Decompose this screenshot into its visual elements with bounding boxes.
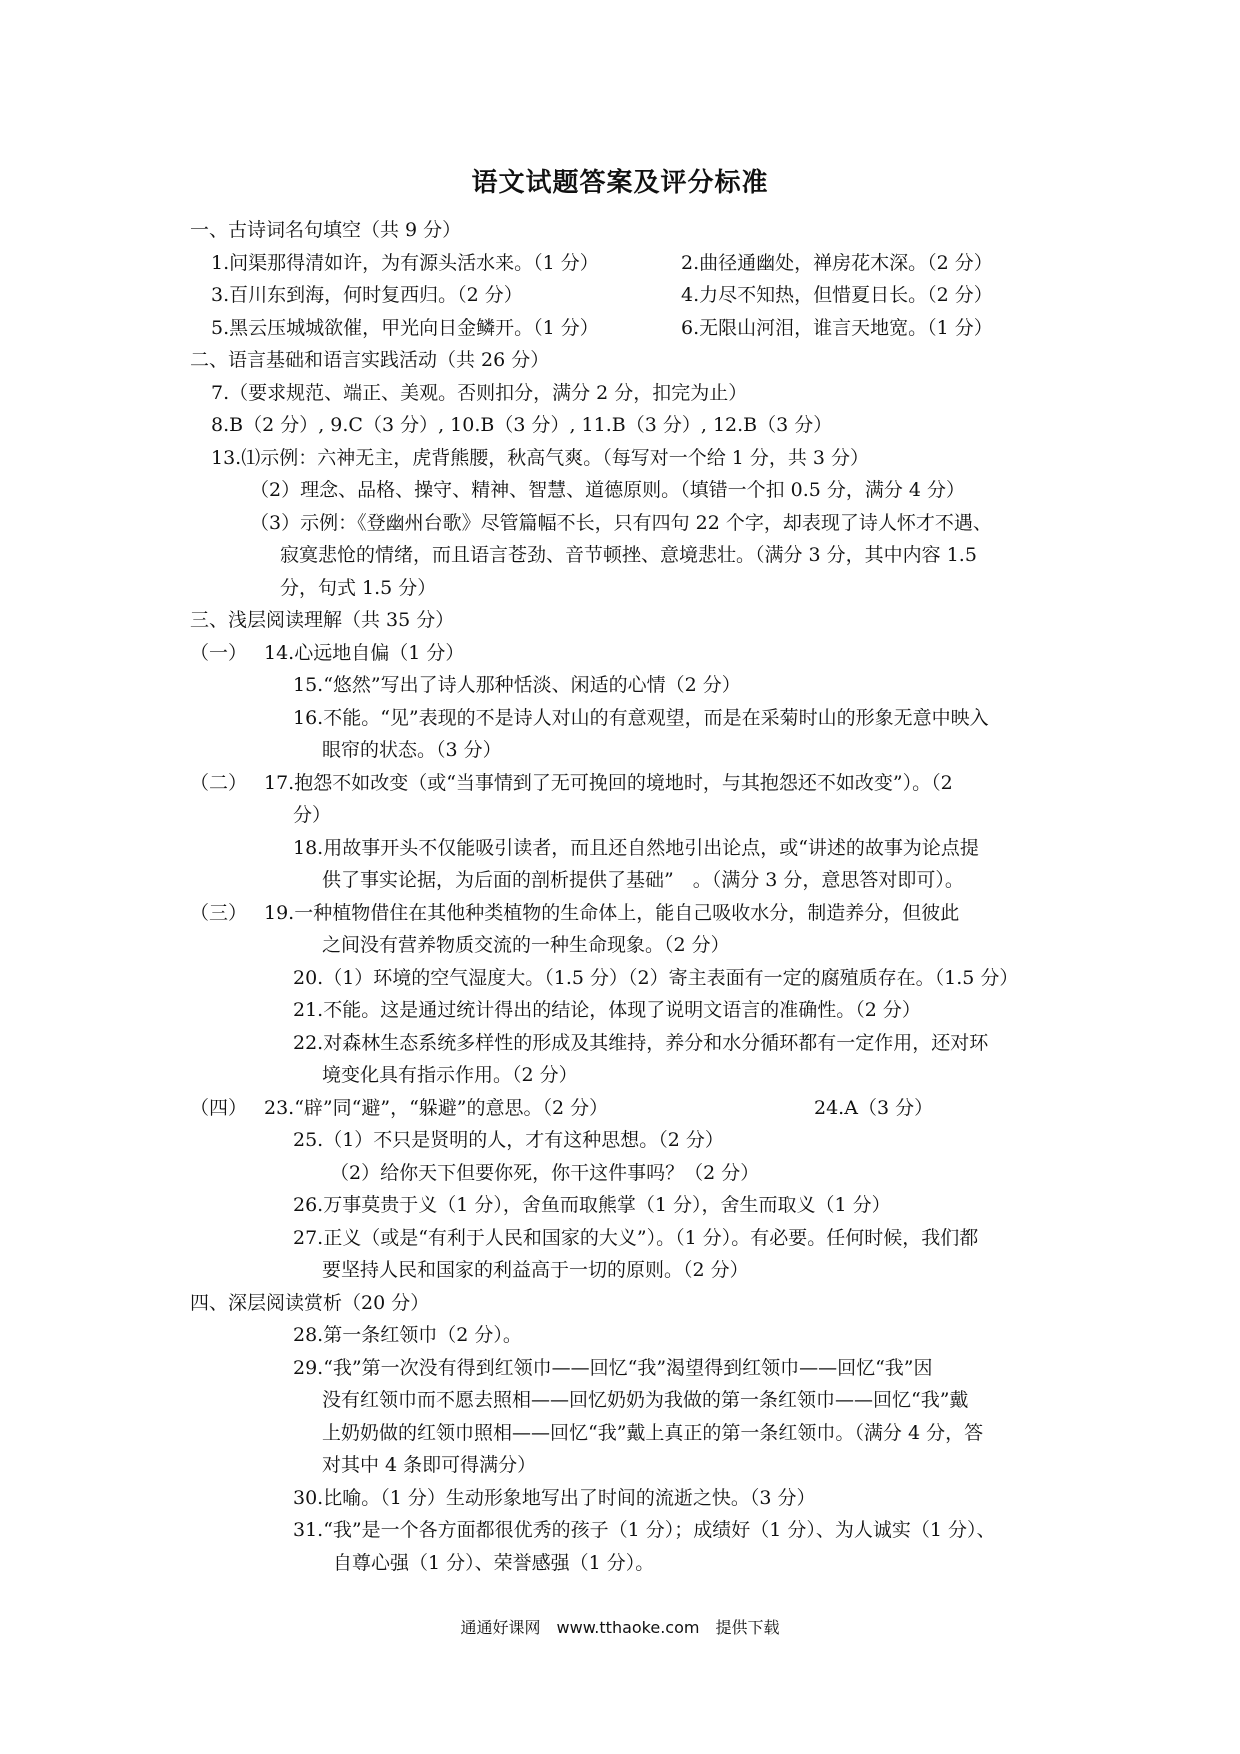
answer-item: 自尊心强（1 分）、荣誉感强（1 分）。 [333,1551,655,1574]
answer-item: 3.百川东到海，何时复西归。（2 分） [211,284,523,306]
answer-item: 20.（1）环境的空气湿度大。（1.5 分）（2）寄主表面有一定的腐殖质存在。（1.5 分） [293,966,1019,989]
answer-item: （2）理念、品格、操守、精神、智慧、道德原则。（填错一个扣 0.5 分，满分 4 分） [250,479,966,501]
answer-item: 24.A（3 分） [814,1096,934,1119]
answer-item: 25.（1）不只是贤明的人，才有这种思想。（2 分） [293,1129,724,1151]
answer-item: 13.⑴示例：六神无主，虎背熊腰，秋高气爽。（每写对一个给 1 分，共 3 分） [211,446,870,469]
answer-item: 17.抱怨不如改变（或“当事情到了无可挽回的境地时，与其抱怨还不如改变”）。（2 [264,771,953,794]
answer-item: 5.黑云压城城欲催，甲光向日金鳞开。（1 分） [211,316,599,339]
answer-item: 23.“辟”同“避”，“躲避”的意思。（2 分） [264,1096,609,1119]
passage-tag: （四） [190,1096,248,1119]
section-heading: 三、浅层阅读理解（共 35 分） [190,609,455,631]
answer-item: 26.万事莫贵于义（1 分），舍鱼而取熊掌（1 分），舍生而取义（1 分） [293,1194,891,1216]
answer-item: 6.无限山河泪，谁言天地宽。（1 分） [681,316,993,339]
answer-item: 21.不能。这是通过统计得出的结论，体现了说明文语言的准确性。（2 分） [293,999,921,1021]
footer-text: 通通好课网 www.tthaoke.com 提供下载 [460,1618,780,1637]
answer-item: 27.正义（或是“有利于人民和国家的大义”）。（1 分）。有必要。任何时候，我们都 [293,1226,979,1249]
answer-item: 22.对森林生态系统多样性的形成及其维持，养分和水分循环都有一定作用，还对环 [293,1031,989,1054]
passage-tag: （三） [190,901,248,924]
answer-item: 29.“我”第一次没有得到红领巾——回忆“我”渴望得到红领巾——回忆“我”因 [293,1356,933,1379]
answer-row [190,1092,1070,1125]
answer-item: 上奶奶做的红领巾照相——回忆“我”戴上真正的第一条红领巾。（满分 4 分，答 [322,1421,984,1444]
passage-tag: （一） [190,641,248,664]
answer-item: 没有红领巾而不愿去照相——回忆奶奶为我做的第一条红领巾——回忆“我”戴 [322,1389,969,1411]
answer-item: （3）示例：《登幽州台歌》尽管篇幅不长，只有四句 22 个字，却表现了诗人怀才不遇、 [250,511,992,534]
answer-item: 2.曲径通幽处，禅房花木深。（2 分） [681,251,993,274]
document-body [190,214,1070,1579]
answer-row [190,279,1070,312]
answer-item: （2）给你天下但要你死，你干这件事吗？（2 分） [330,1161,760,1184]
answer-item: 14.心远地自偏（1 分） [264,641,465,664]
answer-item: 30.比喻。（1 分）生动形象地写出了时间的流逝之快。（3 分） [293,1486,816,1509]
answer-item: 19.一种植物借住在其他种类植物的生命体上，能自己吸收水分，制造养分，但彼此 [264,901,960,924]
answer-row [190,637,1070,670]
answer-row [190,247,1070,280]
answer-item: 18.用故事开头不仅能吸引读者，而且还自然地引出论点，或“讲述的故事为论点提 [293,836,979,859]
section-heading: 二、语言基础和语言实践活动（共 26 分） [190,349,550,371]
section-heading: 一、古诗词名句填空（共 9 分） [190,219,462,241]
answer-row [190,312,1070,345]
answer-item: 境变化具有指示作用。（2 分） [322,1064,578,1086]
answer-item: 之间没有营养物质交流的一种生命现象。（2 分） [322,934,730,956]
answer-row [190,767,1070,800]
answer-item: 8.B（2 分）, 9.C（3 分）, 10.B（3 分）, 11.B（3 分）, 12.B（3 分） [211,414,833,436]
answer-item: 眼帘的状态。（3 分） [322,739,502,761]
answer-item: 寂寞悲怆的情绪，而且语言苍劲、音节顿挫、意境悲壮。（满分 3 分，其中内容 1.5 [280,544,977,566]
answer-row [190,897,1070,930]
answer-item: 7.（要求规范、端正、美观。否则扣分，满分 2 分，扣完为止） [211,381,748,404]
answer-item: 31.“我”是一个各方面都很优秀的孩子（1 分）；成绩好（1 分）、为人诚实（1 分）、 [293,1519,996,1541]
answer-item: 分，句式 1.5 分） [280,576,437,599]
page-title: 语文试题答案及评分标准 [471,168,769,198]
answer-item: 对其中 4 条即可得满分） [322,1454,537,1476]
passage-tag: （二） [190,771,248,794]
answer-item: 1.问渠那得清如许，为有源头活水来。（1 分） [211,251,599,274]
answer-item: 4.力尽不知热，但惜夏日长。（2 分） [681,284,993,306]
answer-item: 28.第一条红领巾（2 分）。 [293,1324,522,1346]
answer-item: 15.“悠然”写出了诗人那种恬淡、闲适的心情（2 分） [293,674,741,696]
answer-item: 供了事实论据，为后面的剖析提供了基础” 。（满分 3 分，意思答对即可）。 [322,869,964,891]
answer-item: 16.不能。“见”表现的不是诗人对山的有意观望，而是在采菊时山的形象无意中映入 [293,706,989,729]
section-heading: 四、深层阅读赏析（20 分） [190,1291,430,1314]
answer-item: 要坚持人民和国家的利益高于一切的原则。（2 分） [322,1259,749,1281]
answer-item: 分） [293,804,332,826]
